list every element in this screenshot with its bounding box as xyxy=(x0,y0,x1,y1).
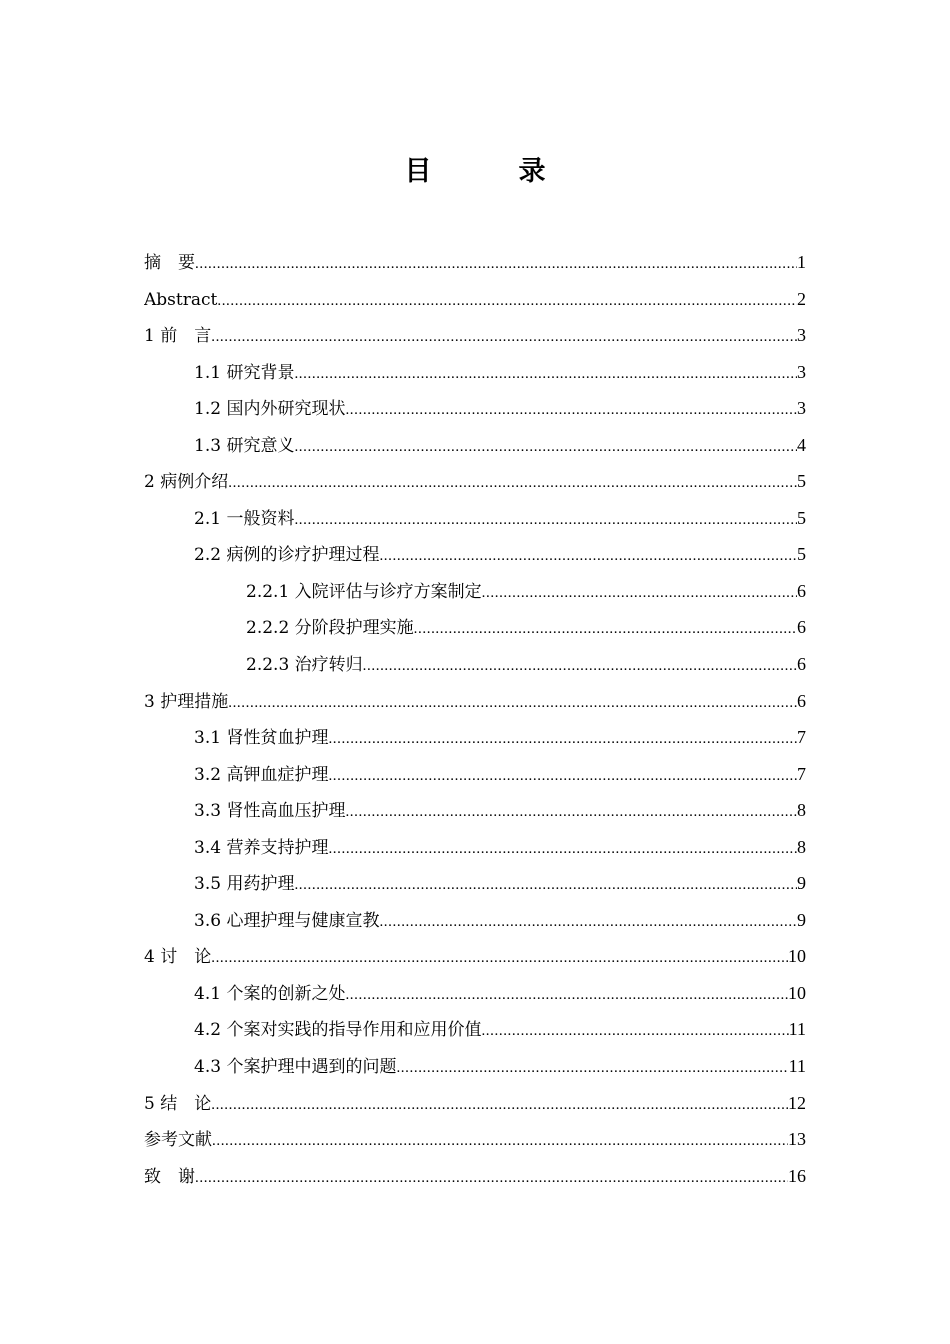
dot-leader xyxy=(294,867,797,902)
dot-leader xyxy=(228,465,797,500)
toc-entry-references[interactable] xyxy=(144,1121,806,1158)
toc-entry-page: 5 xyxy=(797,507,806,528)
toc-entry-section-2-2-3[interactable] xyxy=(144,646,806,683)
toc-entry-label: 3 护理措施 xyxy=(144,691,229,712)
toc-entry-abstract-en[interactable] xyxy=(144,281,806,318)
toc-entry-label: 4.2 个案对实践的指导作用和应用价值 xyxy=(194,1020,482,1041)
toc-entry-abstract-cn[interactable] xyxy=(144,244,806,281)
toc-entry-section-3-5[interactable] xyxy=(144,865,806,902)
toc-entry-page: 9 xyxy=(797,873,806,894)
dot-leader xyxy=(217,283,797,318)
toc-entry-label: 2.2 病例的诊疗护理过程 xyxy=(194,545,380,566)
toc-entry-page: 12 xyxy=(788,1092,806,1113)
dot-leader xyxy=(345,794,797,829)
dot-leader xyxy=(294,429,797,464)
toc-entry-label: 4.3 个案护理中遇到的问题 xyxy=(194,1057,397,1078)
table-of-contents xyxy=(144,244,806,1194)
toc-entry-label: 3.3 肾性高血压护理 xyxy=(194,801,346,822)
toc-entry-label: 1.2 国内外研究现状 xyxy=(194,399,346,420)
dot-leader xyxy=(379,904,797,939)
toc-entry-page: 1 xyxy=(797,252,806,272)
toc-entry-page: 13 xyxy=(788,1129,806,1150)
dot-leader xyxy=(328,721,797,756)
toc-entry-chapter-2[interactable] xyxy=(144,463,806,500)
page-title: 目 录 xyxy=(404,156,576,187)
toc-entry-label: 致 谢 xyxy=(144,1166,195,1187)
toc-entry-page: 2 xyxy=(797,288,806,309)
toc-entry-page: 10 xyxy=(788,946,806,967)
toc-entry-label: 1.1 研究背景 xyxy=(194,362,295,383)
toc-entry-section-1-2[interactable] xyxy=(144,390,806,427)
toc-entry-label: 参考文献 xyxy=(144,1130,212,1151)
toc-entry-page: 9 xyxy=(797,909,806,930)
dot-leader xyxy=(195,246,797,281)
toc-entry-page: 3 xyxy=(797,361,806,382)
toc-entry-section-3-1[interactable] xyxy=(144,719,806,756)
toc-entry-section-4-3[interactable] xyxy=(144,1048,806,1085)
toc-entry-label: 3.2 高钾血症护理 xyxy=(194,764,329,785)
toc-entry-label: Abstract xyxy=(144,289,218,310)
dot-leader xyxy=(212,1123,788,1158)
toc-entry-section-3-2[interactable] xyxy=(144,756,806,793)
toc-entry-chapter-3[interactable] xyxy=(144,683,806,720)
dot-leader xyxy=(379,538,797,573)
toc-entry-page: 3 xyxy=(797,325,806,346)
toc-entry-page: 6 xyxy=(797,617,806,638)
toc-entry-section-3-4[interactable] xyxy=(144,829,806,866)
dot-leader xyxy=(414,611,797,646)
toc-entry-label: 2.2.3 治疗转归 xyxy=(246,655,363,676)
toc-entry-page: 5 xyxy=(797,471,806,492)
toc-entry-section-4-2[interactable] xyxy=(144,1011,806,1048)
dot-leader xyxy=(228,685,797,720)
toc-entry-chapter-4[interactable] xyxy=(144,938,806,975)
dot-leader xyxy=(211,319,797,354)
toc-entry-section-1-3[interactable] xyxy=(144,427,806,464)
toc-entry-chapter-1[interactable] xyxy=(144,317,806,354)
toc-entry-page: 8 xyxy=(797,800,806,821)
toc-entry-page: 8 xyxy=(797,836,806,857)
toc-entry-section-4-1[interactable] xyxy=(144,975,806,1012)
toc-entry-label: 2 病例介绍 xyxy=(144,472,229,493)
toc-entry-page: 11 xyxy=(788,1056,806,1077)
dot-leader xyxy=(294,356,797,391)
toc-entry-section-2-2-2[interactable] xyxy=(144,609,806,646)
toc-entry-label: 摘 要 xyxy=(144,253,195,273)
toc-entry-section-3-3[interactable] xyxy=(144,792,806,829)
dot-leader xyxy=(345,977,788,1012)
dot-leader xyxy=(481,1013,788,1048)
toc-entry-label: 4.1 个案的创新之处 xyxy=(194,983,346,1004)
toc-entry-label: 2.2.1 入院评估与诊疗方案制定 xyxy=(246,581,482,602)
toc-entry-label: 3.1 肾性贫血护理 xyxy=(194,728,329,749)
toc-entry-page: 6 xyxy=(797,690,806,711)
toc-entry-section-1-1[interactable] xyxy=(144,354,806,391)
dot-leader xyxy=(396,1050,788,1085)
dot-leader xyxy=(211,940,788,975)
dot-leader xyxy=(294,502,797,537)
toc-entry-section-2-2[interactable] xyxy=(144,536,806,573)
toc-entry-acknowledgements[interactable] xyxy=(144,1158,806,1195)
dot-leader xyxy=(328,831,797,866)
toc-entry-page: 3 xyxy=(797,398,806,419)
toc-entry-page: 4 xyxy=(797,434,806,455)
dot-leader xyxy=(328,758,797,793)
toc-entry-page: 6 xyxy=(797,580,806,601)
toc-entry-label: 1 前 言 xyxy=(144,326,212,347)
toc-entry-label: 1.3 研究意义 xyxy=(194,435,295,456)
toc-entry-label: 3.6 心理护理与健康宣教 xyxy=(194,910,380,931)
toc-entry-section-3-6[interactable] xyxy=(144,902,806,939)
toc-entry-label: 4 讨 论 xyxy=(144,947,212,968)
dot-leader xyxy=(211,1087,788,1122)
toc-entry-label: 3.4 营养支持护理 xyxy=(194,837,329,858)
toc-entry-section-2-2-1[interactable] xyxy=(144,573,806,610)
toc-entry-chapter-5[interactable] xyxy=(144,1085,806,1122)
toc-entry-page: 5 xyxy=(797,544,806,565)
toc-entry-label: 2.1 一般资料 xyxy=(194,508,295,529)
dot-leader xyxy=(195,1160,788,1195)
toc-entry-section-2-1[interactable] xyxy=(144,500,806,537)
toc-entry-page: 7 xyxy=(797,727,806,748)
dot-leader xyxy=(363,648,797,683)
toc-entry-label: 5 结 论 xyxy=(144,1093,212,1114)
dot-leader xyxy=(482,575,797,610)
dot-leader xyxy=(345,392,797,427)
toc-entry-page: 10 xyxy=(788,982,806,1003)
toc-entry-page: 7 xyxy=(797,763,806,784)
toc-entry-page: 11 xyxy=(788,1019,806,1040)
toc-entry-page: 16 xyxy=(788,1165,806,1186)
toc-entry-label: 3.5 用药护理 xyxy=(194,874,295,895)
toc-entry-page: 6 xyxy=(797,654,806,675)
toc-entry-label: 2.2.2 分阶段护理实施 xyxy=(246,618,414,639)
